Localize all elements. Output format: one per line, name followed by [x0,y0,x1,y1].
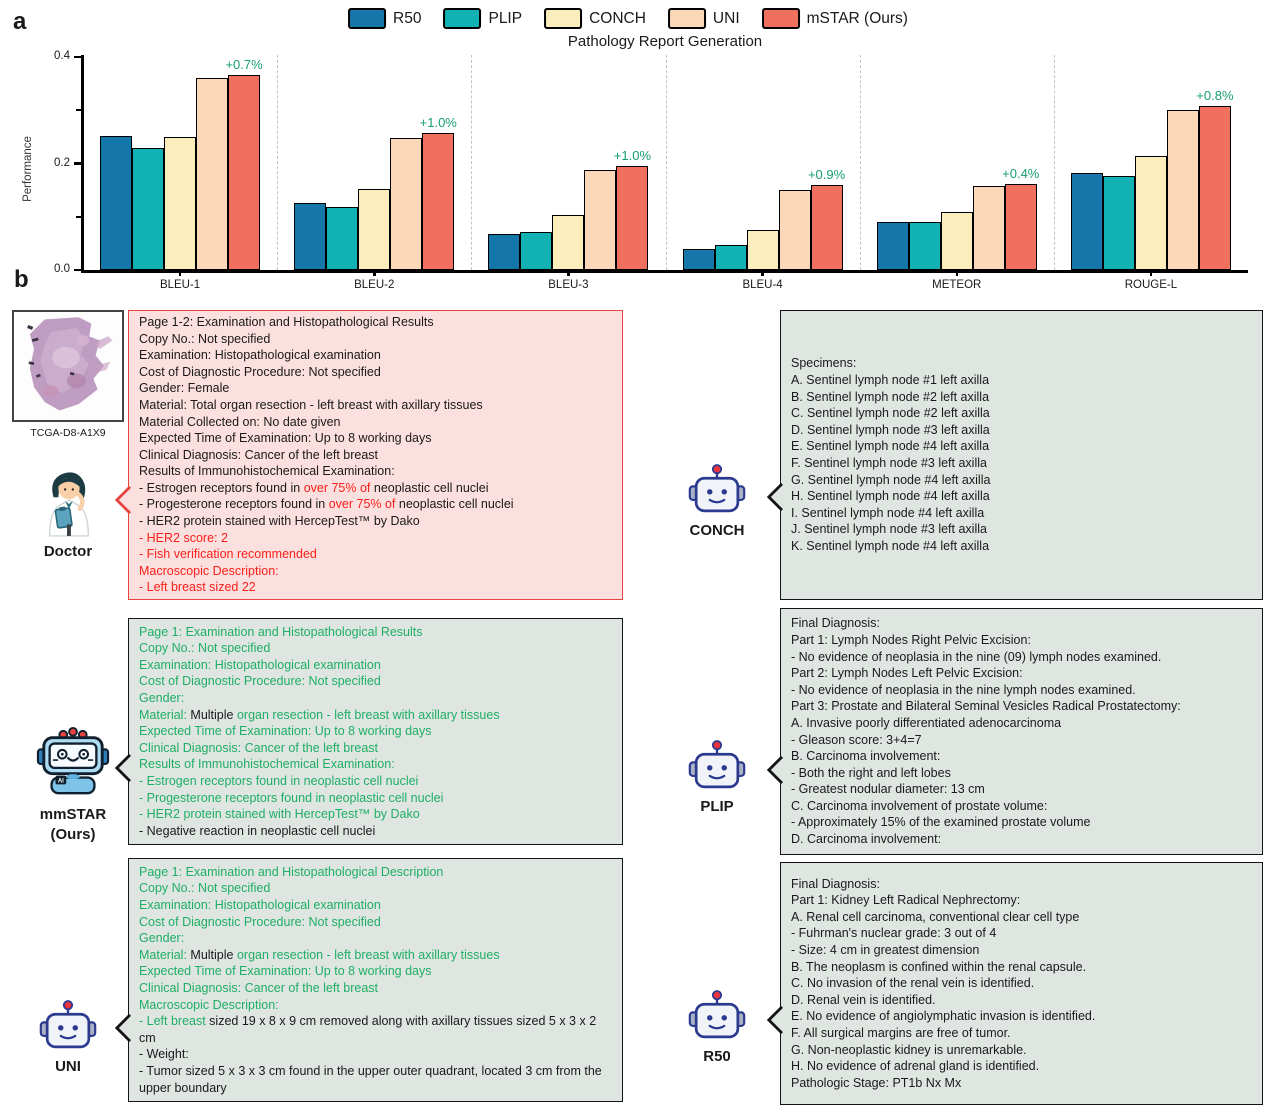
report-line: G. Sentinel lymph node #4 left axilla [791,472,991,487]
report-line: - Weight: [139,1047,189,1062]
report-line: Clinical Diagnosis: Cancer of the left breast [139,447,379,462]
x-tick-label: METEOR [932,279,982,291]
report-line: - Negative reaction in neoplastic cell nuclei [139,823,376,838]
y-minor-tick [76,109,81,111]
mmstar-report-box [128,618,623,845]
report-line: - HER2 score: 2 [139,530,228,545]
y-tick-label: 0.2 [54,156,70,169]
panel-b-label: b [14,266,29,293]
report-line: D. Renal vein is identified. [791,992,936,1007]
report-line: Examination: Histopathological examination [139,898,381,913]
gain-annotation: +0.9% [807,167,846,183]
report-line: Expected Time of Examination: Up to 8 working days [139,724,432,739]
x-tick-label: BLEU-4 [742,279,783,291]
gain-annotation: +0.8% [1196,87,1234,103]
bar-mSTAR-BLEU-3 [616,166,648,270]
bar-PLIP-BLEU-3 [520,232,552,270]
report-line: Cost of Diagnostic Procedure: Not specified [139,914,381,929]
uni-robot-icon [39,998,97,1054]
histology-thumbnail-frame [12,310,124,422]
report-line: Clinical Diagnosis: Cancer of the left breast [139,981,379,995]
chart-title: Pathology Report Generation [567,33,763,50]
y-tick [74,56,82,59]
report-line: J. Sentinel lymph node #3 left axilla [791,522,987,537]
report-line: E. No evidence of angiolymphatic invasion is identified. [791,1009,1096,1024]
report-line: Cost of Diagnostic Procedure: Not specified [139,364,381,379]
report-line: B. Sentinel lymph node #2 left axilla [791,389,990,404]
report-line: Expected Time of Examination: Up to 8 working days [139,431,432,446]
report-line: F. All surgical margins are free of tumor. [791,1025,1011,1040]
doctor-icon [37,468,99,538]
report-line: E. Sentinel lymph node #4 left axilla [791,439,990,454]
report-line: Gender: [139,691,185,706]
report-line: C. Carcinoma involvement of prostate volume: [791,798,1048,813]
report-line: Page 1-2: Examination and Histopathological Results [139,314,434,329]
bar-UNI-BLEU-4 [779,190,811,270]
bar-mSTAR-BLEU-2 [422,133,454,270]
report-line: B. Carcinoma involvement: [791,749,941,764]
mmstar-label-line2: (Ours) [50,826,96,843]
bar-R50-METEOR [877,222,909,270]
report-line: - Tumor sized 5 x 3 x 3 cm found in the upper outer quadrant, located 3 cm from the upper boundary [139,1063,602,1095]
r50-robot-icon [688,988,746,1044]
r50-report-box [780,862,1263,1105]
gain-annotation: +0.4% [1002,166,1040,182]
report-line: - Left breast sized 19 x 8 x 9 cm removed along with axillary tissues sized 5 x 3 x 2 cm [139,1014,597,1045]
y-tick [74,269,82,272]
report-line: Pathologic Stage: PT1b Nx Mx [791,1075,962,1090]
report-line: C. No invasion of the renal vein is identified. [791,976,1035,991]
report-line: H. No evidence of adrenal gland is identified. [791,1059,1040,1074]
bar-CONCH-BLEU-3 [552,215,584,270]
report-line: Expected Time of Examination: Up to 8 working days [139,964,432,979]
report-line: Results of Immunohistochemical Examination: [139,757,395,772]
doctor-report-text [139,314,612,596]
bar-mSTAR-BLEU-1 [228,75,260,270]
bar-UNI-METEOR [973,186,1005,270]
report-line: Examination: Histopathological examination [139,348,381,363]
report-line: Final Diagnosis: [791,616,880,631]
bar-PLIP-ROUGE-L [1103,176,1135,270]
y-tick [74,162,82,165]
report-line: Part 2: Lymph Nodes Left Pelvic Excision: [791,666,1023,681]
plip-report-text [791,615,1252,847]
report-line: Clinical Diagnosis: Cancer of the left breast [139,740,379,755]
plip-report-box [780,608,1263,855]
report-line: Copy No.: Not specified [139,641,271,656]
report-line: Part 1: Lymph Nodes Right Pelvic Excision: [791,632,1031,647]
bar-UNI-BLEU-2 [390,138,422,270]
report-line: D. Carcinoma involvement: [791,832,942,847]
report-line: Gender: Female [139,381,230,396]
report-line: Final Diagnosis: [791,876,880,891]
report-line: Material: Multiple organ resection - left breast with axillary tissues [139,947,500,962]
report-line: A. Sentinel lymph node #1 left axilla [791,373,990,388]
gain-annotation: +1.0% [613,147,652,163]
bar-R50-BLEU-2 [294,203,326,270]
bar-R50-BLEU-3 [488,234,520,270]
mmstar-label-line1: mmSTAR [39,806,107,823]
conch-robot-icon [688,462,746,518]
group-separator [1054,55,1055,270]
bar-PLIP-METEOR [909,222,941,270]
report-line: K. Sentinel lymph node #4 left axilla [791,538,990,553]
histology-slide-image [15,313,121,419]
report-line: - Both the right and left lobes [791,765,951,780]
panel-a-label: a [13,8,27,35]
report-line: - Estrogen receptors found in over 75% of neoplastic cell nuclei [139,480,489,495]
report-line: A. Renal cell carcinoma, conventional clear cell type [791,909,1080,924]
report-line: G. Non-neoplastic kidney is unremarkable. [791,1042,1027,1057]
x-tick-label: BLEU-2 [354,279,395,291]
report-line: Material: Total organ resection - left breast with axillary tissues [139,397,483,412]
report-line: - Estrogen receptors found in neoplastic cell nuclei [139,773,419,788]
y-minor-tick [76,216,81,218]
report-line: Examination: Histopathological examination [139,657,381,672]
report-line: A. Invasive poorly differentiated adenocarcinoma [791,715,1062,730]
report-line: B. The neoplasm is confined within the renal capsule. [791,959,1087,974]
report-line: Part 3: Prostate and Bilateral Seminal Vesicles Radical Prostatectomy: [791,699,1181,714]
bar-PLIP-BLEU-2 [326,207,358,270]
bar-chart-plot [0,0,1270,300]
report-line: H. Sentinel lymph node #4 left axilla [791,489,990,504]
report-line: Macroscopic Description: [139,997,279,1012]
r50-report-text [791,876,1252,1092]
legend-label: mSTAR (Ours) [806,9,908,27]
report-line: Copy No.: Not specified [139,331,271,346]
report-line: Specimens: [791,356,857,371]
report-line: - Progesterone receptors found in over 75% of neoplastic cell nuclei [139,497,514,512]
report-line: - No evidence of neoplasia in the nine lymph nodes examined. [791,682,1136,697]
report-line: Cost of Diagnostic Procedure: Not specified [139,674,381,689]
uni-report-box [128,858,623,1102]
y-axis-label: Performance [22,136,34,202]
bar-R50-ROUGE-L [1071,173,1103,270]
bar-CONCH-BLEU-2 [358,189,390,270]
report-line: Material: Multiple organ resection - left breast with axillary tissues [139,707,500,722]
x-axis-spine [81,270,1248,273]
r50-label: R50 [703,1048,731,1065]
x-tick-label: BLEU-1 [159,279,201,291]
doctor-report-box [128,310,623,600]
report-line: F. Sentinel lymph node #3 left axilla [791,456,987,470]
mmstar-report-text [139,624,612,840]
group-separator [471,55,472,270]
report-line: - Approximately 15% of the examined prostate volume [791,815,1091,830]
report-line: I. Sentinel lymph node #4 left axilla [791,505,985,520]
report-line: - Fuhrman's nuclear grade: 3 out of 4 [791,926,997,941]
bar-mSTAR-BLEU-4 [811,185,843,270]
plip-label: PLIP [700,798,734,815]
conch-report-text [791,355,1252,554]
bar-mSTAR-METEOR [1005,184,1037,270]
bar-UNI-BLEU-3 [584,170,616,270]
uni-report-text [139,864,612,1096]
bar-UNI-BLEU-1 [196,78,228,270]
report-line: D. Sentinel lymph node #3 left axilla [791,422,990,437]
conch-label: CONCH [689,522,745,539]
report-line: C. Sentinel lymph node #2 left axilla [791,406,990,421]
mmstar-robot-icon [36,726,110,800]
report-line: Results of Immunohistochemical Examination: [139,464,395,479]
report-line: - Greatest nodular diameter: 13 cm [791,782,985,797]
doctor-label: Doctor [43,543,93,560]
bar-mSTAR-ROUGE-L [1199,106,1231,270]
report-line: Gender: [139,931,185,946]
gain-annotation: +1.0% [419,114,457,130]
bar-PLIP-BLEU-4 [715,245,747,270]
report-line: Material Collected on: No date given [139,414,341,429]
report-line: Page 1: Examination and Histopathological Results [139,624,423,639]
report-line: - No evidence of neoplasia in the nine (09) lymph nodes examined. [791,649,1162,664]
legend-label: UNI [712,9,740,27]
report-line: Macroscopic Description: [139,563,279,578]
report-line: Copy No.: Not specified [139,881,271,896]
group-separator [277,55,278,270]
report-line: - Progesterone receptors found in neoplastic cell nuclei [139,790,444,805]
bar-PLIP-BLEU-1 [132,148,164,270]
conch-report-box [780,310,1263,600]
report-line: - Gleason score: 3+4=7 [791,732,922,747]
gain-annotation: +0.7% [225,56,263,72]
bar-CONCH-METEOR [941,212,973,270]
legend-label: R50 [393,9,422,27]
bar-CONCH-BLEU-1 [164,137,196,270]
legend-label: CONCH [589,9,646,27]
x-tick-label: BLEU-3 [548,279,589,291]
report-line: - Fish verification recommended [139,547,317,562]
bar-CONCH-BLEU-4 [747,230,779,270]
report-line: - Left breast sized 22 [139,580,256,595]
slide-id-label: TCGA-D8-A1X9 [30,427,106,439]
y-tick-label: 0.4 [54,50,70,62]
report-line: Page 1: Examination and Histopathological Description [139,864,444,879]
bar-UNI-ROUGE-L [1167,110,1199,270]
group-separator [860,55,861,270]
plip-robot-icon [688,738,746,794]
bar-CONCH-ROUGE-L [1135,156,1167,270]
group-separator [666,55,667,270]
report-line: Part 1: Kidney Left Radical Nephrectomy: [791,893,1021,908]
report-line: - Size: 4 cm in greatest dimension [791,943,980,958]
y-tick-label: 0.0 [54,263,70,275]
x-tick-label: ROUGE-L [1124,279,1178,291]
bar-R50-BLEU-4 [683,249,715,270]
legend-label: PLIP [488,9,523,27]
uni-label: UNI [55,1058,81,1075]
bar-R50-BLEU-1 [100,136,132,270]
report-line: - HER2 protein stained with HercepTest™ by Dako [139,514,420,529]
report-line: - HER2 protein stained with HercepTest™ by Dako [139,807,420,822]
